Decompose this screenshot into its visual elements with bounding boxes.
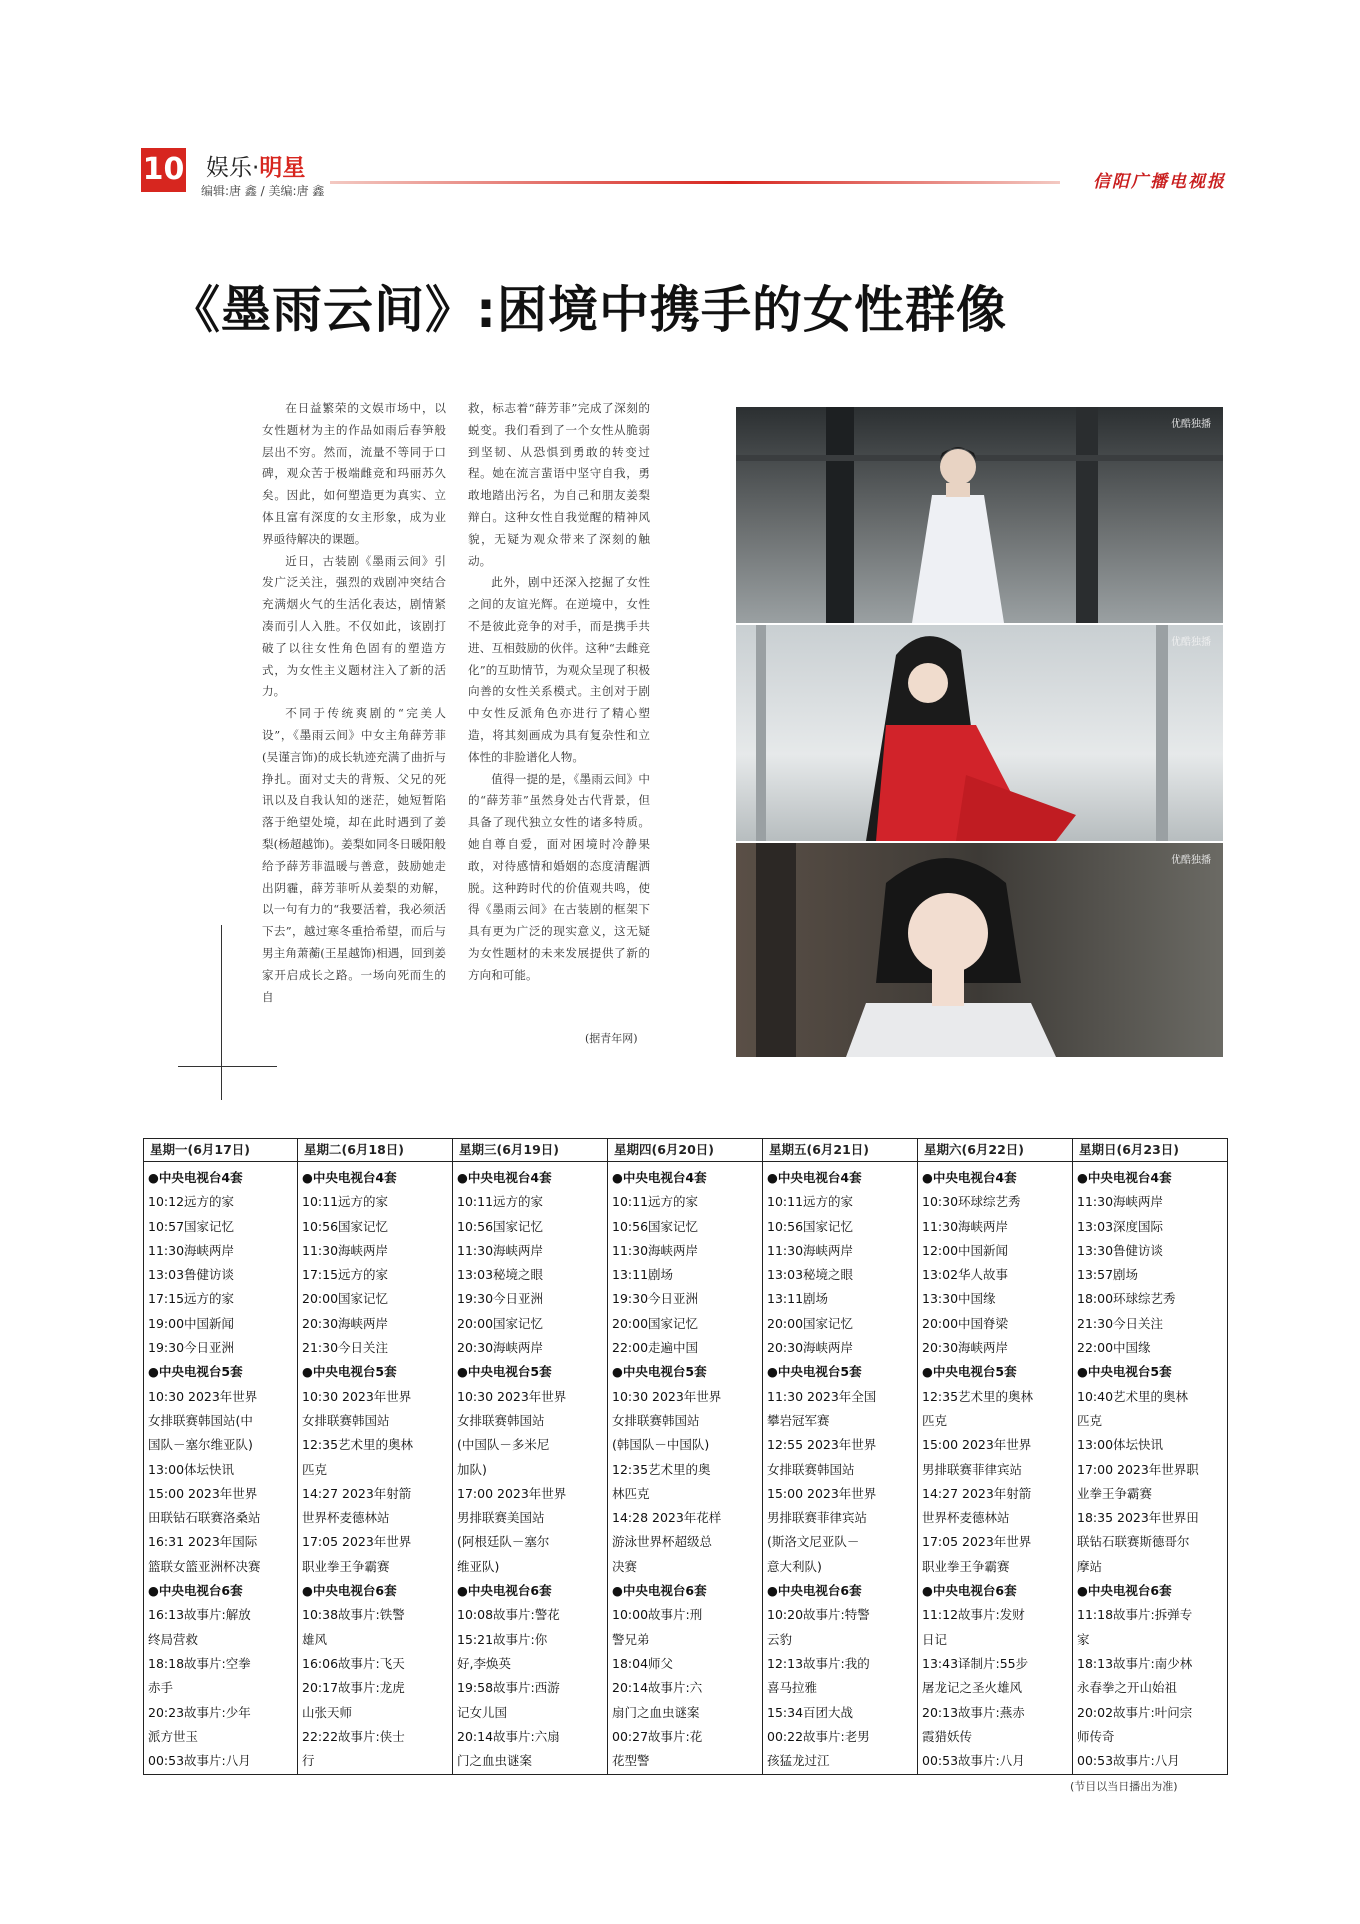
program-line: 20:30海峡两岸 [457,1340,544,1356]
program-line: 12:35艺术里的奥林 [922,1388,1034,1404]
program-line: 女排联赛韩国站(中 [148,1412,253,1428]
program-line: 17:00 2023年世界职 [1077,1461,1199,1477]
program-line: 匹克 [302,1461,328,1477]
program-line: 00:53故事片:八月 [1077,1753,1180,1769]
channel-heading: ●中央电视台4套 [302,1170,397,1185]
program-line: 18:00环球综艺秀 [1077,1291,1176,1307]
program-line: 20:00国家记忆 [612,1315,699,1331]
program-line: 田联钻石联赛洛桑站 [148,1510,261,1526]
drama-still-3 [736,843,1223,1057]
program-line: 00:53故事片:八月 [148,1753,251,1769]
program-line: 20:14故事片:六 [612,1680,703,1696]
program-line: 11:30海峡两岸 [148,1242,235,1258]
program-line: 20:23故事片:少年 [148,1704,251,1720]
divider-vertical [221,925,222,1100]
program-line: 花型警 [612,1753,650,1769]
program-line: 12:13故事片:我的 [767,1655,870,1671]
photo-watermark: 优酷独播 [1171,419,1211,430]
program-line: 12:35艺术里的奥林 [302,1437,414,1453]
program-line: 11:30海峡两岸 [612,1242,699,1258]
program-line: (阿根廷队－塞尔 [457,1534,550,1550]
schedule-day-header: 星期二(6月18日) [298,1139,453,1162]
photo-watermark: 优酷独播 [1171,637,1211,648]
program-line: 喜马拉雅 [767,1680,818,1696]
program-line: 10:12远方的家 [148,1194,235,1210]
program-line: 终局营救 [148,1631,199,1647]
program-line: 12:35艺术里的奥 [612,1461,711,1477]
program-line: 20:00中国脊梁 [922,1315,1009,1331]
program-line: 15:00 2023年世界 [767,1485,877,1501]
program-line: 10:56国家记忆 [457,1218,544,1234]
program-line: 摩站 [1077,1558,1103,1574]
channel-heading: ●中央电视台5套 [457,1364,552,1380]
schedule-day-column [1072,1139,1228,1774]
still-2-figure [736,625,1223,841]
channel-heading: ●中央电视台6套 [1077,1583,1172,1599]
program-line: 10:40艺术里的奥林 [1077,1388,1189,1404]
program-line: 12:55 2023年世界 [767,1437,877,1453]
drama-still-2 [736,625,1223,841]
program-line: 11:30海峡两岸 [922,1218,1009,1234]
schedule-day-column [762,1139,918,1774]
channel-heading: ●中央电视台4套 [612,1170,707,1185]
program-line: 警兄弟 [612,1631,650,1647]
program-line: 15:34百团大战 [767,1704,854,1720]
program-line: 16:06故事片:飞天 [302,1655,405,1671]
program-line: 10:38故事片:铁警 [302,1607,405,1623]
channel-heading: ●中央电视台5套 [302,1364,397,1380]
channel-heading: ●中央电视台6套 [767,1583,862,1599]
program-line: (韩国队－中国队) [612,1437,710,1453]
schedule-day-listing [608,1162,763,1773]
program-line: 17:00 2023年世界 [457,1485,567,1501]
program-line: 17:15远方的家 [148,1291,235,1307]
program-line: 13:30鲁健访谈 [1077,1242,1164,1258]
program-line: 10:11远方的家 [767,1194,854,1210]
schedule-day-column [452,1139,608,1774]
program-line: 匹克 [1077,1412,1103,1428]
editor-credits: 编辑:唐 鑫 / 美编:唐 鑫 [201,184,325,198]
program-line: 10:30 2023年世界 [148,1388,258,1404]
program-line: 记女儿国 [457,1704,508,1720]
paragraph: 此外，剧中还深入挖掘了女性之间的友谊光辉。在逆境中，女性不是彼此竞争的对手，而是携手共进、互相鼓励的伙伴。这种“去雌竞化”的互助情节，为观众呈现了积极向善的女性关系模式。主创对于剧中女性反派角色亦进行了精心塑造，将其刻画成为具有复杂性和立体性的非脸谱化人物。 [468,575,650,764]
program-line: 11:12故事片:发财 [922,1607,1025,1623]
channel-heading: ●中央电视台4套 [148,1170,243,1185]
program-line: 16:31 2023年国际 [148,1534,258,1550]
program-line: 13:03鲁健访谈 [148,1267,235,1283]
program-line: 10:00故事片:刑 [612,1607,703,1623]
schedule-day-header: 星期六(6月22日) [918,1139,1073,1162]
program-line: 20:13故事片:燕赤 [922,1704,1025,1720]
program-line: 21:30今日关注 [1077,1315,1164,1331]
schedule-day-listing [1073,1162,1228,1773]
program-line: 匹克 [922,1412,948,1428]
channel-heading: ●中央电视台4套 [1077,1170,1172,1185]
schedule-day-listing [918,1162,1073,1773]
program-line: 游泳世界杯超级总 [612,1534,713,1550]
program-line: 男排联赛美国站 [457,1510,545,1526]
schedule-day-header: 星期一(6月17日) [144,1139,297,1162]
program-line: 男排联赛菲律宾站 [767,1510,868,1526]
program-line: 11:30海峡两岸 [457,1242,544,1258]
newspaper-name: 信阳广播电视报 [1093,172,1226,192]
program-line: 20:02故事片:叶问宗 [1077,1704,1193,1720]
still-1-figure [736,407,1223,623]
program-line: 10:56国家记忆 [302,1218,389,1234]
program-line: 15:00 2023年世界 [922,1437,1032,1453]
paragraph: 近日，古装剧《墨雨云间》引发广泛关注，强烈的戏剧冲突结合充满烟火气的生活化表达，剧情紧凑而引人入胜。不仅如此，该剧打破了以往女性角色固有的塑造方式，为女性主义题材注入了新的活力。 [262,553,446,699]
schedule-day-header: 星期五(6月21日) [763,1139,918,1162]
program-line: 孩猛龙过江 [767,1753,830,1769]
program-line: 15:21故事片:你 [457,1631,548,1647]
program-line: 行 [302,1753,315,1769]
program-line: 22:00走遍中国 [612,1340,699,1356]
program-line: 00:53故事片:八月 [922,1753,1025,1769]
program-line: 10:30 2023年世界 [457,1388,567,1404]
program-line: 雄风 [302,1631,328,1647]
program-line: 12:00中国新闻 [922,1242,1009,1258]
program-line: 20:14故事片:六扇 [457,1728,560,1744]
section-main: 娱乐· [206,155,260,181]
program-line: 17:05 2023年世界 [302,1534,412,1550]
program-line: 11:30 2023年全国 [767,1388,877,1404]
program-line: 17:05 2023年世界 [922,1534,1032,1550]
program-line: 20:30海峡两岸 [302,1315,389,1331]
program-line: 女排联赛韩国站 [767,1461,855,1477]
schedule-day-listing [298,1162,453,1773]
header-rule [330,181,1060,184]
paragraph: 救，标志着“薛芳菲”完成了深刻的蜕变。我们看到了一个女性从脆弱到坚韧、从恐惧到勇敢的转变过程。她在流言蜚语中坚守自我，勇敢地踏出污名，为自己和朋友姜梨辩白。这种女性自我觉醒的精神风貌，无疑为观众带来了深刻的触动。 [468,401,650,568]
program-line: 11:18故事片:拆弹专 [1077,1607,1193,1623]
program-line: 10:56国家记忆 [612,1218,699,1234]
program-line: 17:15远方的家 [302,1267,389,1283]
program-line: 13:00体坛快讯 [1077,1437,1164,1453]
program-line: 00:27故事片:花 [612,1728,703,1744]
program-line: 家 [1077,1631,1090,1647]
program-line: 10:11远方的家 [612,1194,699,1210]
program-line: 女排联赛韩国站 [457,1412,545,1428]
program-line: 20:00国家记忆 [457,1315,544,1331]
schedule-day-listing [763,1162,918,1773]
channel-heading: ●中央电视台5套 [922,1364,1017,1380]
program-line: 意大利队) [767,1558,822,1574]
program-line: 世界杯麦德林站 [922,1510,1010,1526]
paragraph: 在日益繁荣的文娱市场中，以女性题材为主的作品如雨后春笋般层出不穷。然而，流量不等同于口碑，观众苦于极端雌竞和玛丽苏久矣。因此，如何塑造更为真实、立体且富有深度的女主形象，成为业界亟待解决的课题。 [262,401,446,546]
program-line: 18:04师父 [612,1655,674,1671]
program-line: 20:00国家记忆 [302,1291,389,1307]
program-line: 18:18故事片:空拳 [148,1655,251,1671]
channel-heading: ●中央电视台5套 [612,1364,707,1380]
program-line: 永春拳之开山始祖 [1077,1680,1178,1696]
program-line: 联钻石联赛斯德哥尔 [1077,1534,1190,1550]
program-line: 13:00体坛快讯 [148,1461,235,1477]
program-line: 19:30今日亚洲 [612,1291,699,1307]
channel-heading: ●中央电视台5套 [1077,1364,1172,1380]
program-line: 霞猎妖传 [922,1728,973,1744]
program-line: 日记 [922,1631,948,1647]
program-line: 19:30今日亚洲 [148,1340,235,1356]
program-line: 10:11远方的家 [457,1194,544,1210]
program-line: 19:30今日亚洲 [457,1291,544,1307]
program-line: 13:11剧场 [612,1267,674,1283]
article-column-1 [262,398,446,1058]
program-line: 11:30海峡两岸 [1077,1194,1164,1210]
schedule-day-header: 星期四(6月20日) [608,1139,763,1162]
channel-heading: ●中央电视台5套 [148,1364,243,1380]
channel-heading: ●中央电视台5套 [767,1364,862,1380]
program-line: 21:30今日关注 [302,1340,389,1356]
program-line: 19:58故事片:西游 [457,1680,560,1696]
program-line: 20:00国家记忆 [767,1315,854,1331]
schedule-day-header: 星期日(6月23日) [1073,1139,1228,1162]
program-line: 13:03秘境之眼 [767,1267,854,1283]
program-line: 20:30海峡两岸 [767,1340,854,1356]
program-line: 14:27 2023年射箭 [302,1485,412,1501]
program-line: 20:17故事片:龙虎 [302,1680,405,1696]
program-line: (中国队－多米尼 [457,1437,550,1453]
program-line: 扇门之血虫谜案 [612,1704,700,1720]
program-line: 14:28 2023年花样 [612,1510,722,1526]
program-line: 22:22故事片:侠士 [302,1728,405,1744]
program-line: 林匹克 [612,1485,650,1501]
program-line: 19:00中国新闻 [148,1315,235,1331]
program-line: 女排联赛韩国站 [612,1412,700,1428]
program-line: 10:57国家记忆 [148,1218,235,1234]
section-highlight: 明星 [259,155,306,181]
paragraph: 值得一提的是，《墨雨云间》中的“薛芳菲”虽然身处古代背景，但具备了现代独立女性的诸多特质。她自尊自爱，面对困境时冷静果敢，对待感情和婚姻的态度清醒洒脱。这种跨时代的价值观共鸣，使得《墨雨云间》在古装剧的框架下具有更为广泛的现实意义，这无疑为女性题材的未来发展提供了新的方向和可能。 [468,771,650,982]
channel-heading: ●中央电视台6套 [148,1583,243,1599]
program-line: 00:22故事片:老男 [767,1728,870,1744]
program-line: 13:03秘境之眼 [457,1267,544,1283]
schedule-day-header: 星期三(6月19日) [453,1139,608,1162]
program-line: 13:57剧场 [1077,1267,1139,1283]
program-line: 20:30海峡两岸 [922,1340,1009,1356]
page-number: 10 [141,148,186,192]
headline: 《墨雨云间》:困境中携手的女性群像 [170,281,1007,339]
program-line: 13:30中国缘 [922,1291,996,1307]
program-line: 11:30海峡两岸 [767,1242,854,1258]
program-line: 18:35 2023年世界田 [1077,1510,1199,1526]
program-line: 赤手 [148,1680,174,1696]
still-3-figure [736,843,1223,1057]
channel-heading: ●中央电视台6套 [612,1583,707,1599]
program-line: 山张天师 [302,1704,353,1720]
article-source: (据青年网) [585,1032,638,1045]
program-line: 云豹 [767,1631,793,1647]
drama-still-1 [736,407,1223,623]
program-line: 15:00 2023年世界 [148,1485,258,1501]
program-line: 职业拳王争霸赛 [302,1558,390,1574]
program-line: 13:43译制片:55步 [922,1655,1029,1671]
program-line: 10:08故事片:警花 [457,1607,560,1623]
program-line: 10:30 2023年世界 [612,1388,722,1404]
channel-heading: ●中央电视台6套 [922,1583,1017,1599]
divider-horizontal [178,1066,277,1067]
section-title [206,149,305,182]
tv-schedule-table [143,1138,1228,1775]
program-line: 11:30海峡两岸 [302,1242,389,1258]
program-line: 职业拳王争霸赛 [922,1558,1010,1574]
program-line: 18:13故事片:南少林 [1077,1655,1193,1671]
channel-heading: ●中央电视台6套 [302,1583,397,1599]
program-line: 16:13故事片:解放 [148,1607,251,1623]
schedule-day-column [607,1139,763,1774]
program-line: 决赛 [612,1558,638,1574]
program-line: 13:02华人故事 [922,1267,1009,1283]
schedule-day-column [917,1139,1073,1774]
program-line: 10:20故事片:特警 [767,1607,870,1623]
program-line: 好,李焕英 [457,1655,511,1671]
program-line: 业拳王争霸赛 [1077,1485,1153,1501]
program-line: (斯洛文尼亚队－ [767,1534,860,1550]
program-line: 14:27 2023年射箭 [922,1485,1032,1501]
program-line: 屠龙记之圣火雄风 [922,1680,1023,1696]
paragraph: 不同于传统爽剧的“完美人设”，《墨雨云间》中女主角薛芳菲(吴谨言饰)的成长轨迹充满了曲折与挣扎。面对丈夫的背叛、父兄的死讯以及自我认知的迷茫，她短暂陷落于绝望处境，却在此时遇到了姜梨(杨超越饰)。姜梨如同冬日暖阳般给予薛芳菲温暖与善意，鼓励她走出阴霾，薛芳菲听从姜梨的劝解，以一句有力的“我要活着，我必须活下去”，越过寒冬重拾希望，而后与男主角萧蘅(王星越饰)相遇，回到姜家开启成长之路。一场向死而生的自 [262,706,446,1004]
photo-watermark: 优酷独播 [1171,855,1211,866]
schedule-note: (节目以当日播出为准) [1070,1780,1178,1793]
program-line: 13:11剧场 [767,1291,829,1307]
program-line: 维亚队) [457,1558,500,1574]
program-line: 女排联赛韩国站 [302,1412,390,1428]
program-line: 世界杯麦德林站 [302,1510,390,1526]
article-column-2 [468,398,650,1038]
program-line: 门之血虫谜案 [457,1753,533,1769]
program-line: 加队) [457,1461,487,1477]
program-line: 国队－塞尔维亚队) [148,1437,253,1453]
program-line: 13:03深度国际 [1077,1218,1164,1234]
program-line: 10:11远方的家 [302,1194,389,1210]
schedule-day-column [297,1139,453,1774]
program-line: 师传奇 [1077,1728,1115,1744]
channel-heading: ●中央电视台4套 [767,1170,862,1185]
channel-heading: ●中央电视台4套 [922,1170,1017,1185]
program-line: 10:56国家记忆 [767,1218,854,1234]
schedule-day-listing [453,1162,608,1773]
program-line: 22:00中国缘 [1077,1340,1151,1356]
program-line: 攀岩冠军赛 [767,1412,830,1428]
channel-heading: ●中央电视台6套 [457,1583,552,1599]
program-line: 篮联女篮亚洲杯决赛 [148,1558,261,1574]
program-line: 10:30环球综艺秀 [922,1194,1021,1210]
schedule-day-column [144,1139,297,1774]
program-line: 派方世玉 [148,1728,199,1744]
program-line: 男排联赛菲律宾站 [922,1461,1023,1477]
program-line: 10:30 2023年世界 [302,1388,412,1404]
schedule-day-listing [144,1162,297,1773]
channel-heading: ●中央电视台4套 [457,1170,552,1185]
